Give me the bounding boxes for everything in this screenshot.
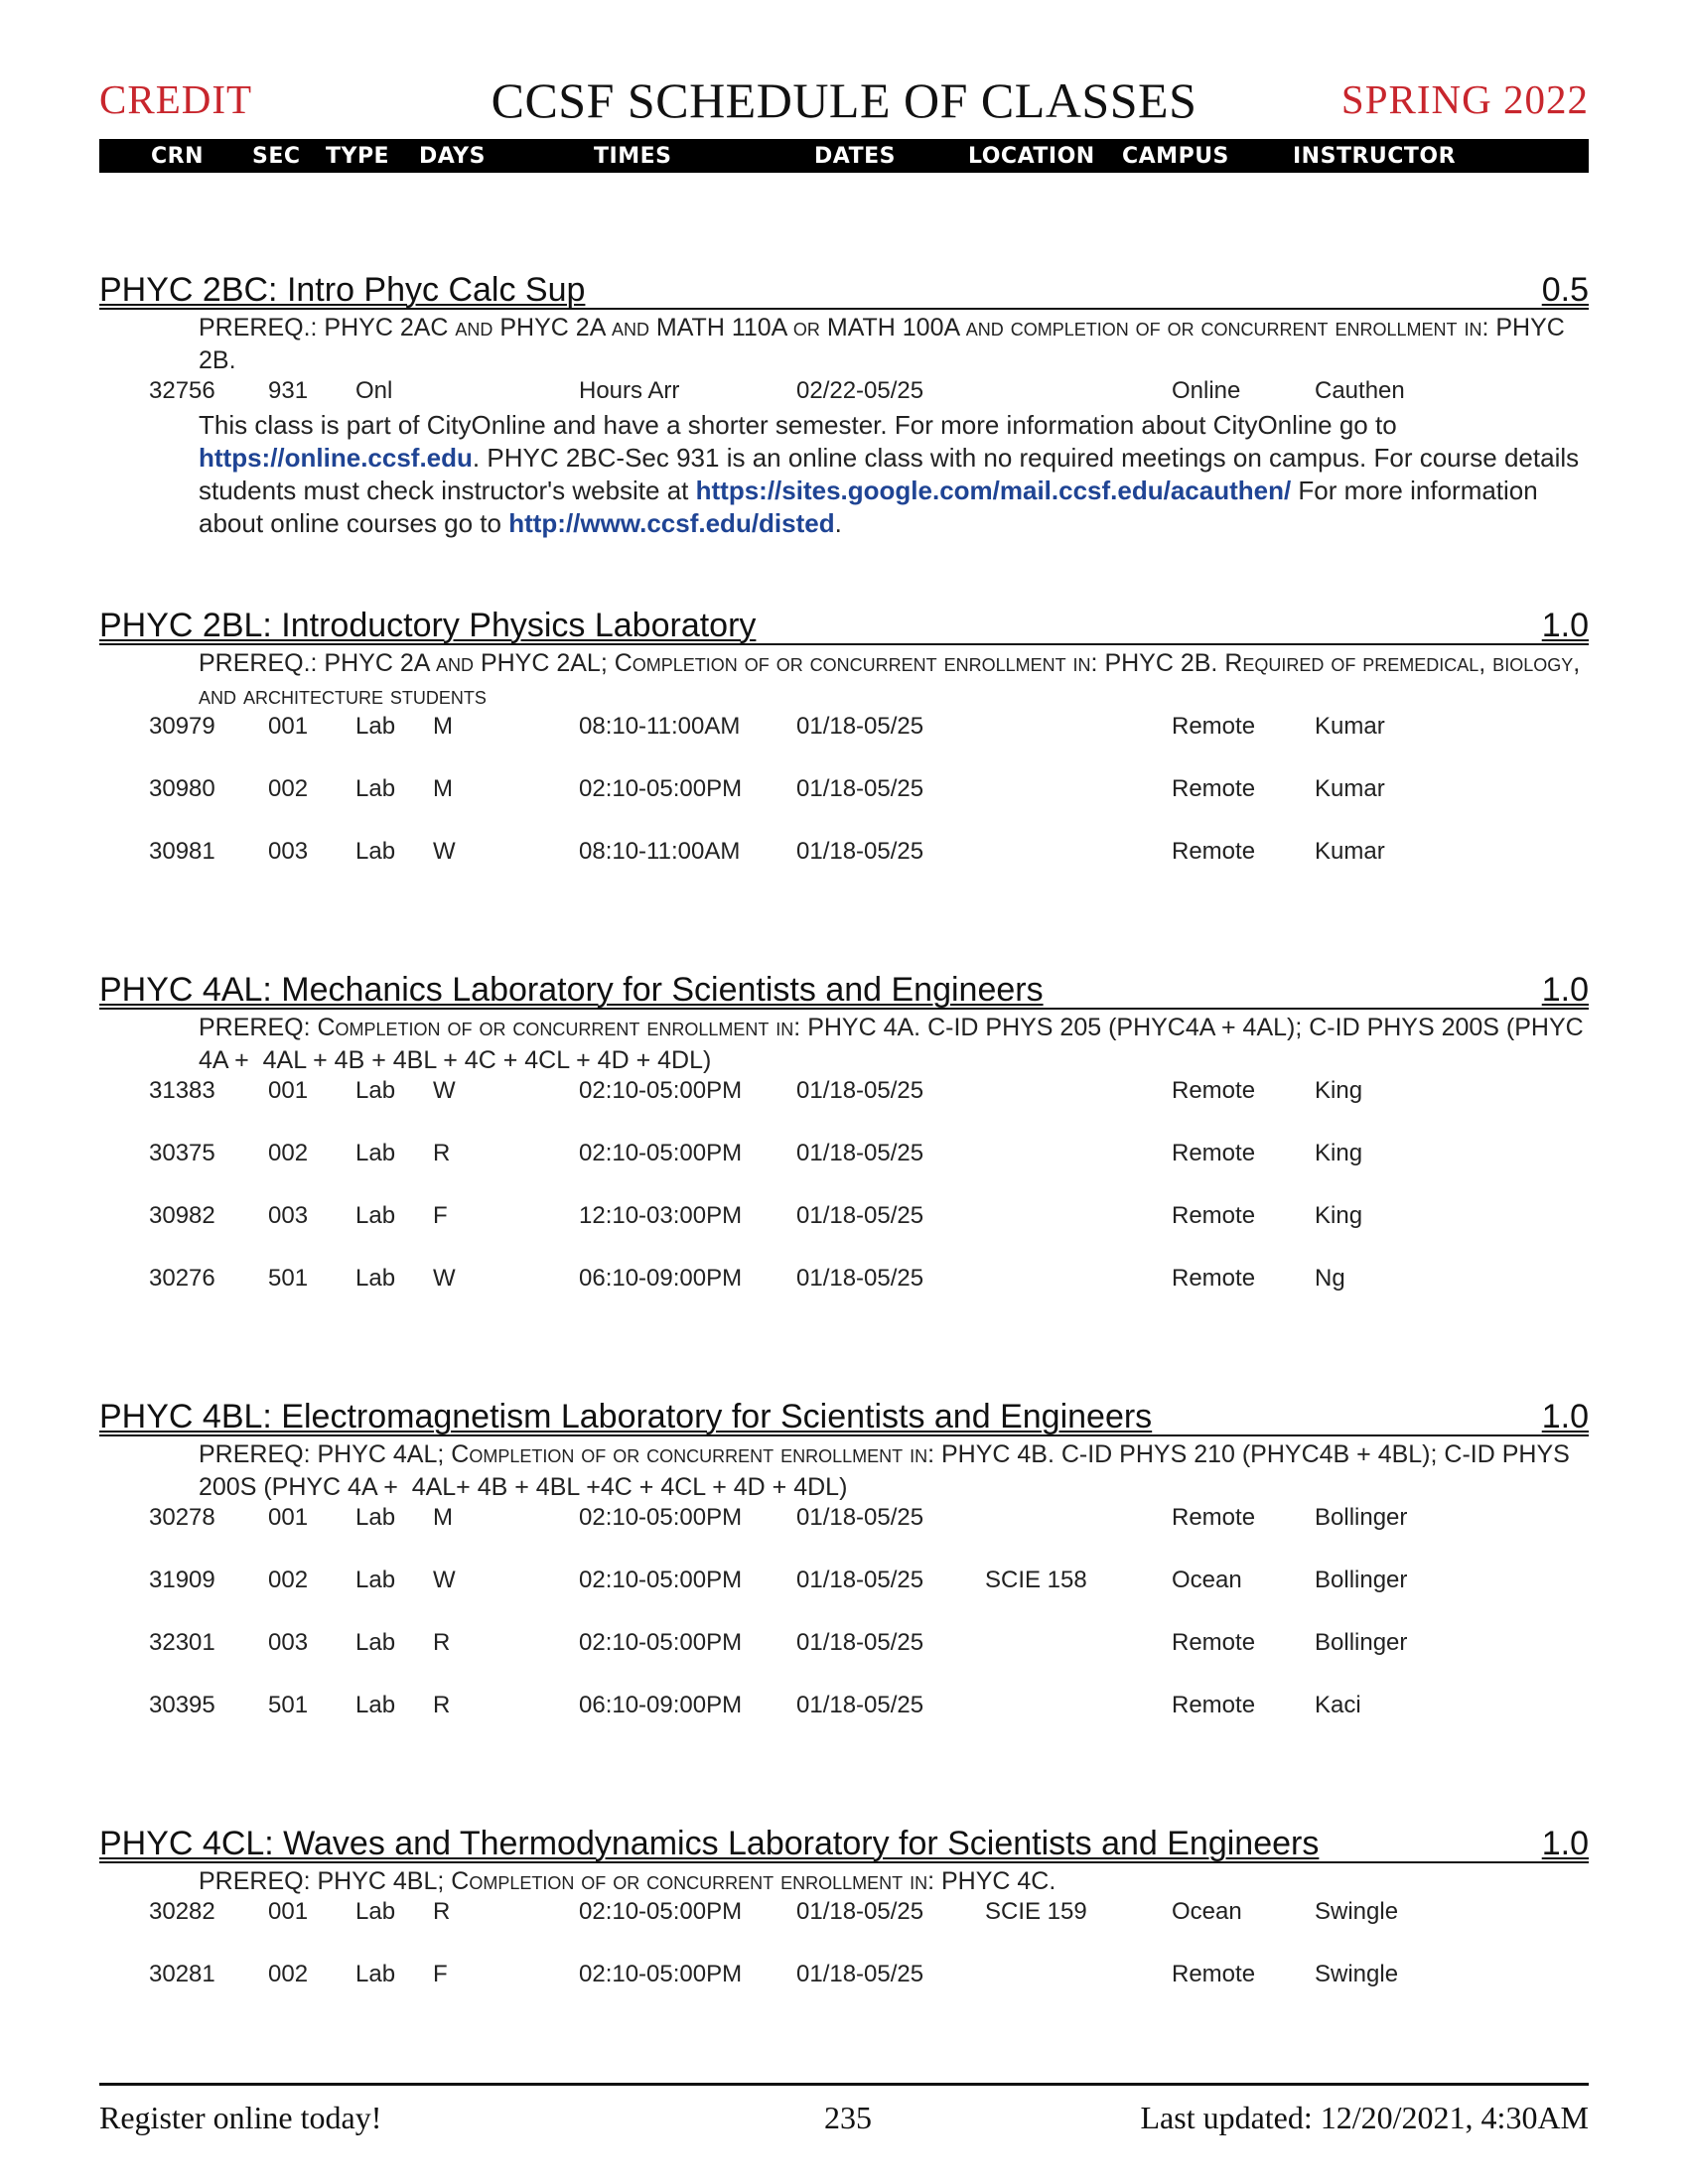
- times: 02:10-05:00PM: [579, 1961, 743, 1987]
- instructor: King: [1315, 1140, 1363, 1166]
- type: Lab: [355, 1692, 396, 1718]
- times: 06:10-09:00PM: [579, 1692, 743, 1718]
- course-title: PHYC 2BC: Intro Phyc Calc Sup: [99, 271, 586, 309]
- page-title: CCSF SCHEDULE OF CLASSES: [491, 72, 1197, 128]
- prereq-text: PREREQ.: PHYC 2A and PHYC 2AL; Completion of or concurrent enrollment in: PHYC 2B. Required of premedical, biology, and architecture students: [199, 649, 1581, 710]
- times: 02:10-05:00PM: [579, 1140, 743, 1166]
- col-instructor: INSTRUCTOR: [1293, 144, 1457, 169]
- dates: 02/22-05/25: [796, 377, 924, 404]
- table-row: [99, 1140, 1589, 1202]
- course-heading: [99, 966, 1589, 1010]
- campus: Remote: [1172, 838, 1256, 865]
- type: Lab: [355, 1265, 396, 1292]
- campus: Remote: [1172, 713, 1256, 740]
- crn: 30981: [149, 838, 215, 865]
- instructor: Bollinger: [1315, 1567, 1408, 1593]
- crn: 32756: [149, 377, 215, 404]
- crn: 30281: [149, 1961, 215, 1987]
- page-footer: [99, 2083, 1589, 2142]
- instructor: Swingle: [1315, 1898, 1399, 1925]
- course-section: [99, 602, 1589, 870]
- location: SCIE 159: [985, 1898, 1087, 1925]
- dates: 01/18-05/25: [796, 1140, 924, 1166]
- dates: 01/18-05/25: [796, 1629, 924, 1656]
- distance-ed-link[interactable]: http://www.ccsf.edu/disted: [508, 508, 835, 538]
- dates: 01/18-05/25: [796, 1692, 924, 1718]
- table-row: [99, 377, 1589, 409]
- instructor: Kumar: [1315, 713, 1385, 740]
- crn: 30980: [149, 775, 215, 802]
- table-row: [99, 1504, 1589, 1567]
- times: 06:10-09:00PM: [579, 1265, 743, 1292]
- days: W: [433, 1077, 456, 1104]
- type: Lab: [355, 1140, 396, 1166]
- credit-label: CREDIT: [99, 76, 253, 122]
- course-units: 1.0: [1541, 971, 1589, 1009]
- course-heading: [99, 266, 1589, 310]
- crn: 30276: [149, 1265, 215, 1292]
- campus: Remote: [1172, 1265, 1256, 1292]
- last-updated-text: Last updated: 12/20/2021, 4:30AM: [1140, 2100, 1589, 2135]
- times: 08:10-11:00AM: [579, 838, 741, 865]
- dates: 01/18-05/25: [796, 1265, 924, 1292]
- days: R: [433, 1629, 451, 1656]
- page-number: 235: [824, 2100, 872, 2135]
- type: Lab: [355, 1898, 396, 1925]
- campus: Remote: [1172, 1629, 1256, 1656]
- campus: Remote: [1172, 775, 1256, 802]
- course-title: PHYC 4BL: Electromagnetism Laboratory for Scientists and Engineers: [99, 1398, 1153, 1435]
- type: Lab: [355, 1504, 396, 1531]
- times: 12:10-03:00PM: [579, 1202, 743, 1229]
- days: F: [433, 1202, 448, 1229]
- times: 02:10-05:00PM: [579, 1504, 743, 1531]
- course-units: 1.0: [1541, 607, 1589, 644]
- crn: 30375: [149, 1140, 215, 1166]
- section: 501: [268, 1692, 309, 1718]
- instructor-website-link[interactable]: https://sites.google.com/mail.ccsf.edu/acauthen/: [695, 476, 1292, 505]
- instructor: King: [1315, 1077, 1363, 1104]
- days: R: [433, 1898, 451, 1925]
- course-heading: [99, 1393, 1589, 1436]
- instructor: Kaci: [1315, 1692, 1361, 1718]
- course-section: [99, 1820, 1589, 1992]
- section: 001: [268, 713, 309, 740]
- register-online-text: Register online today!: [99, 2100, 382, 2135]
- times: 02:10-05:00PM: [579, 1629, 743, 1656]
- dates: 01/18-05/25: [796, 713, 924, 740]
- section: 002: [268, 775, 309, 802]
- campus: Ocean: [1172, 1898, 1242, 1925]
- course-section: [99, 966, 1589, 1297]
- column-header-bar: [99, 139, 1589, 173]
- days: M: [433, 713, 453, 740]
- table-row: [99, 713, 1589, 775]
- campus: Remote: [1172, 1202, 1256, 1229]
- times: 02:10-05:00PM: [579, 775, 743, 802]
- course-units: 1.0: [1541, 1398, 1589, 1435]
- instructor: Kumar: [1315, 838, 1385, 865]
- col-days: DAYS: [419, 144, 486, 169]
- course-units: 0.5: [1541, 271, 1589, 309]
- instructor: Swingle: [1315, 1961, 1399, 1987]
- times: 02:10-05:00PM: [579, 1077, 743, 1104]
- campus: Remote: [1172, 1504, 1256, 1531]
- col-type: TYPE: [326, 144, 390, 169]
- crn: 32301: [149, 1629, 215, 1656]
- course-section: [99, 266, 1589, 540]
- section: 501: [268, 1265, 309, 1292]
- days: W: [433, 838, 456, 865]
- col-sec: SEC: [252, 144, 301, 169]
- page-header: [99, 71, 1589, 131]
- prereq-text: PREREQ: Completion of or concurrent enrollment in: PHYC 4A. C-ID PHYS 205 (PHYC4A + 4AL); C-ID PHYS 200S (PHYC 4A + 4AL + 4B + 4BL + 4C + 4CL + 4D + 4DL): [199, 1014, 1584, 1074]
- days: W: [433, 1567, 456, 1593]
- days: M: [433, 1504, 453, 1531]
- times: 08:10-11:00AM: [579, 713, 741, 740]
- type: Lab: [355, 1567, 396, 1593]
- table-row: [99, 1265, 1589, 1297]
- type: Lab: [355, 1077, 396, 1104]
- table-row: [99, 1567, 1589, 1629]
- instructor: Cauthen: [1315, 377, 1405, 404]
- col-times: TIMES: [594, 144, 672, 169]
- campus: Remote: [1172, 1692, 1256, 1718]
- col-dates: DATES: [814, 144, 896, 169]
- section: 001: [268, 1898, 309, 1925]
- location: SCIE 158: [985, 1567, 1087, 1593]
- section: 001: [268, 1077, 309, 1104]
- dates: 01/18-05/25: [796, 775, 924, 802]
- course-heading: [99, 1820, 1589, 1863]
- section: 002: [268, 1567, 309, 1593]
- term-label: SPRING 2022: [1340, 76, 1589, 122]
- dates: 01/18-05/25: [796, 1961, 924, 1987]
- type: Lab: [355, 1961, 396, 1987]
- dates: 01/18-05/25: [796, 1202, 924, 1229]
- campus: Remote: [1172, 1961, 1256, 1987]
- crn: 30278: [149, 1504, 215, 1531]
- type: Lab: [355, 713, 396, 740]
- crn: 30982: [149, 1202, 215, 1229]
- prereq-text: PREREQ: PHYC 4AL; Completion of or concurrent enrollment in: PHYC 4B. C-ID PHYS 210 (PHYC4B + 4BL); C-ID PHYS 200S (PHYC 4A + 4AL+ 4B + 4BL +4C + 4CL + 4D + 4DL): [199, 1440, 1570, 1501]
- table-row: [99, 775, 1589, 838]
- crn: 31383: [149, 1077, 215, 1104]
- times: Hours Arr: [579, 377, 680, 404]
- days: F: [433, 1961, 448, 1987]
- crn: 30282: [149, 1898, 215, 1925]
- type: Lab: [355, 1202, 396, 1229]
- course-title: PHYC 4AL: Mechanics Laboratory for Scientists and Engineers: [99, 971, 1044, 1009]
- course-heading: [99, 602, 1589, 645]
- prereq-text: PREREQ.: PHYC 2AC and PHYC 2A and MATH 110A or MATH 100A and completion of or concurrent enrollment in: PHYC 2B.: [199, 314, 1565, 374]
- type: Lab: [355, 1629, 396, 1656]
- instructor: Kumar: [1315, 775, 1385, 802]
- course-section: [99, 1393, 1589, 1723]
- course-units: 1.0: [1541, 1825, 1589, 1862]
- col-location: LOCATION: [968, 144, 1095, 169]
- dates: 01/18-05/25: [796, 1504, 924, 1531]
- dates: 01/18-05/25: [796, 838, 924, 865]
- table-row: [99, 1898, 1589, 1961]
- table-row: [99, 838, 1589, 870]
- campus: Ocean: [1172, 1567, 1242, 1593]
- campus: Online: [1172, 377, 1241, 404]
- dates: 01/18-05/25: [796, 1898, 924, 1925]
- crn: 30395: [149, 1692, 215, 1718]
- days: W: [433, 1265, 456, 1292]
- section: 931: [268, 377, 309, 404]
- campus: Remote: [1172, 1077, 1256, 1104]
- table-row: [99, 1692, 1589, 1723]
- campus: Remote: [1172, 1140, 1256, 1166]
- course-title: PHYC 4CL: Waves and Thermodynamics Laboratory for Scientists and Engineers: [99, 1825, 1320, 1862]
- cityonline-link[interactable]: https://online.ccsf.edu: [199, 443, 473, 473]
- instructor: Bollinger: [1315, 1504, 1408, 1531]
- prereq-text: PREREQ: PHYC 4BL; Completion of or concurrent enrollment in: PHYC 4C.: [199, 1867, 1056, 1895]
- type: Lab: [355, 838, 396, 865]
- course-note: This class is part of CityOnline and have a shorter semester. For more information about CityOnline go to https://online.ccsf.edu. PHYC 2BC-Sec 931 is an online class with no required meetings on campus. For course details students must check instructor's website at https://sites.google.com/mail.ccsf.edu/acauthen/ For more information about online courses go to http://www.ccsf.edu/disted.: [199, 410, 1580, 538]
- table-row: [99, 1629, 1589, 1692]
- type: Lab: [355, 775, 396, 802]
- dates: 01/18-05/25: [796, 1567, 924, 1593]
- section: 003: [268, 838, 309, 865]
- days: R: [433, 1140, 451, 1166]
- table-row: [99, 1077, 1589, 1140]
- type: Onl: [355, 377, 393, 404]
- crn: 31909: [149, 1567, 215, 1593]
- instructor: King: [1315, 1202, 1363, 1229]
- section: 002: [268, 1961, 309, 1987]
- dates: 01/18-05/25: [796, 1077, 924, 1104]
- table-row: [99, 1961, 1589, 1992]
- times: 02:10-05:00PM: [579, 1898, 743, 1925]
- section: 003: [268, 1629, 309, 1656]
- crn: 30979: [149, 713, 215, 740]
- instructor: Bollinger: [1315, 1629, 1408, 1656]
- section: 001: [268, 1504, 309, 1531]
- table-row: [99, 1202, 1589, 1265]
- section: 002: [268, 1140, 309, 1166]
- days: M: [433, 775, 453, 802]
- section: 003: [268, 1202, 309, 1229]
- instructor: Ng: [1315, 1265, 1345, 1292]
- col-campus: CAMPUS: [1122, 144, 1229, 169]
- course-title: PHYC 2BL: Introductory Physics Laboratory: [99, 607, 757, 644]
- col-crn: CRN: [151, 144, 204, 169]
- times: 02:10-05:00PM: [579, 1567, 743, 1593]
- days: R: [433, 1692, 451, 1718]
